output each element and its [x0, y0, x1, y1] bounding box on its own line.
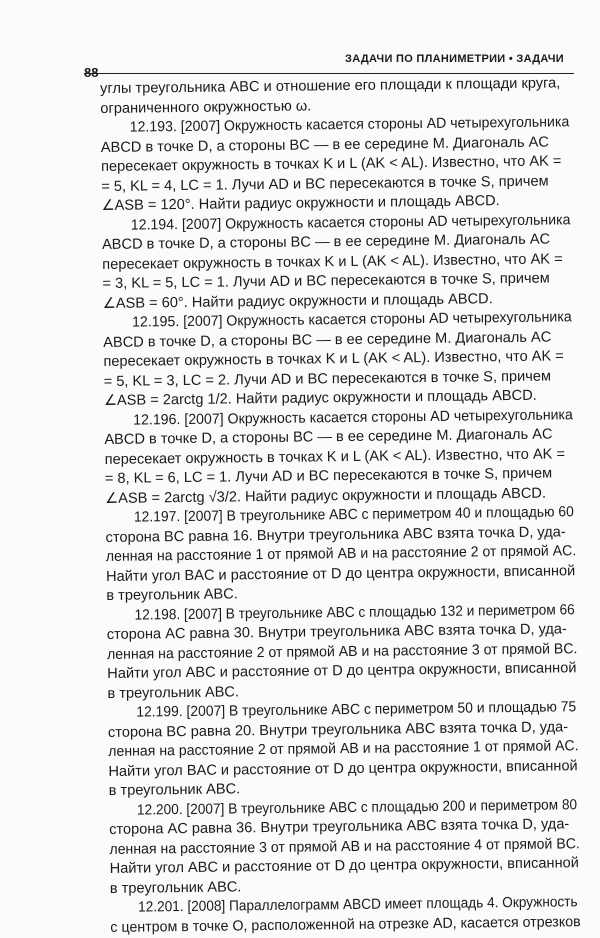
text-line: ABCD в точке D, а стороны BC — в ее середине M. Диагональ AC [100, 134, 549, 156]
text-line: пересекает окружность в точках K и L (AK < AL). Известно, что AK = [104, 445, 566, 468]
text-line: ленная на расстояние 1 от прямой AB и на расстояние 2 от прямой AC. [105, 543, 577, 565]
text-line: Найти угол ABC и расстояние от D до центра окружности, вписанной [107, 660, 577, 682]
text-line: в треугольник ABC. [108, 781, 241, 799]
problem-12-193-line: 12.193. [2007] Окружность касается стороны AD четырехугольника [129, 114, 570, 136]
problem-12-194-line: 12.194. [2007] Окружность касается стороны AD четырехугольника [130, 211, 571, 234]
text-line: Найти угол ABC и расстояние от D до центра окружности, вписанной [109, 855, 579, 877]
text-line: пересекает окружность в точках K и L (AK < AL). Известно, что AK = [103, 348, 564, 370]
text-line: Найти угол BAC и расстояние от D до центра окружности, вписанной [105, 562, 576, 585]
text-line: ABCD в точке D, а стороны BC — в ее середине M. Диагональ AC [103, 329, 552, 351]
problem-12-198-line: 12.198. [2007] В треугольнике ABC с площадью 132 и периметром 66 [134, 601, 575, 624]
text-line: сторона AC равна 36. Внутри треугольника ABC взята точка D, уда- [109, 816, 570, 838]
text-line: с центром в точке O, расположенной на отрезке AD, касается отрезков [110, 913, 581, 936]
text-line: в треугольник ABC. [106, 586, 238, 604]
problem-12-199-line: 12.199. [2007] В треугольнике ABC с периметром 50 и площадью 75 [136, 699, 577, 721]
text-line: Найти угол BAC и расстояние от D до центра окружности, вписанной [108, 757, 578, 780]
text-line: ленная на расстояние 2 от прямой AB и на расстояние 3 от прямой BC. [106, 640, 578, 663]
text-line: ∠ASB = 60°. Найти радиус окружности и площадь ABCD. [102, 290, 493, 312]
text-line: в треугольник ABC. [107, 683, 240, 702]
text-line: = 3, KL = 5, LC = 1. Лучи AD и BC пересекаются в точке S, причем [102, 270, 550, 292]
page-header [84, 45, 574, 80]
text-line: = 8, KL = 6, LC = 1. Лучи AD и BC пересекаются в точке S, причем [104, 465, 553, 487]
problem-12-195-line: 12.195. [2007] Окружность касается стороны AD четырехугольника [131, 309, 572, 331]
text-line: углы треугольника ABC и отношение его площади к площади круга, [100, 75, 561, 97]
problem-12-200-line: 12.200. [2007] В треугольнике ABC с площадью 200 и периметром 80 [136, 796, 578, 819]
text-line: пересекает окружность в точках K и L (AK < AL). Известно, что AK = [102, 250, 563, 273]
text-line: ограниченного окружностью ω. [100, 97, 312, 117]
text-line: ∠ASB = 120°. Найти радиус окружности и площадь ABCD. [101, 193, 500, 214]
text-line: ABCD в точке D, а стороны BC — в ее середине M. Диагональ AC [104, 426, 553, 448]
problems-text [100, 74, 580, 938]
text-line: ∠ASB = 2arctg √3/2. Найти радиус окружности и площадь ABCD. [105, 485, 547, 507]
text-line: ленная на расстояние 2 от прямой AB и на расстояние 1 от прямой AC. [108, 738, 579, 760]
text-line: пересекает окружность в точках K и L (AK < AL). Известно, что AK = [100, 153, 562, 175]
text-line: сторона AC равна 30. Внутри треугольника ABC взята точка D, уда- [106, 621, 567, 643]
page-number: 88 [84, 65, 99, 80]
text-line: ∠ASB = 2arctg 1/2. Найти радиус окружности и площадь ABCD. [103, 387, 537, 409]
text-line: сторона BC равна 16. Внутри треугольника ABC взята точка D, уда- [105, 523, 566, 546]
problem-12-197-line: 12.197. [2007] В треугольнике ABC с периметром 40 и площадью 60 [133, 504, 574, 526]
running-head: ЗАДАЧИ ПО ПЛАНИМЕТРИИ • ЗАДАЧИ [345, 53, 564, 65]
text-line: = 5, KL = 3, LC = 2. Лучи AD и BC пересекаются в точке S, причем [103, 368, 552, 390]
text-line: ABCD в точке D, а стороны BC — в ее середине M. Диагональ AC [101, 231, 551, 253]
problem-12-196-line: 12.196. [2007] Окружность касается стороны AD четырехугольника [133, 406, 573, 429]
text-line: в треугольник ABC. [109, 878, 242, 897]
text-line: = 5, KL = 4, LC = 1. Лучи AD и BC пересекаются в точке S, причем [101, 173, 549, 195]
text-line: ленная на расстояние 3 от прямой AB и на расстояние 4 от прямой BC. [109, 835, 580, 858]
problem-12-201-line: 12.201. [2008] Параллелограмм ABCD имеет площадь 4. Окружность [138, 894, 578, 916]
text-line: сторона BC равна 20. Внутри треугольника ABC взята точка D, уда- [107, 718, 569, 741]
